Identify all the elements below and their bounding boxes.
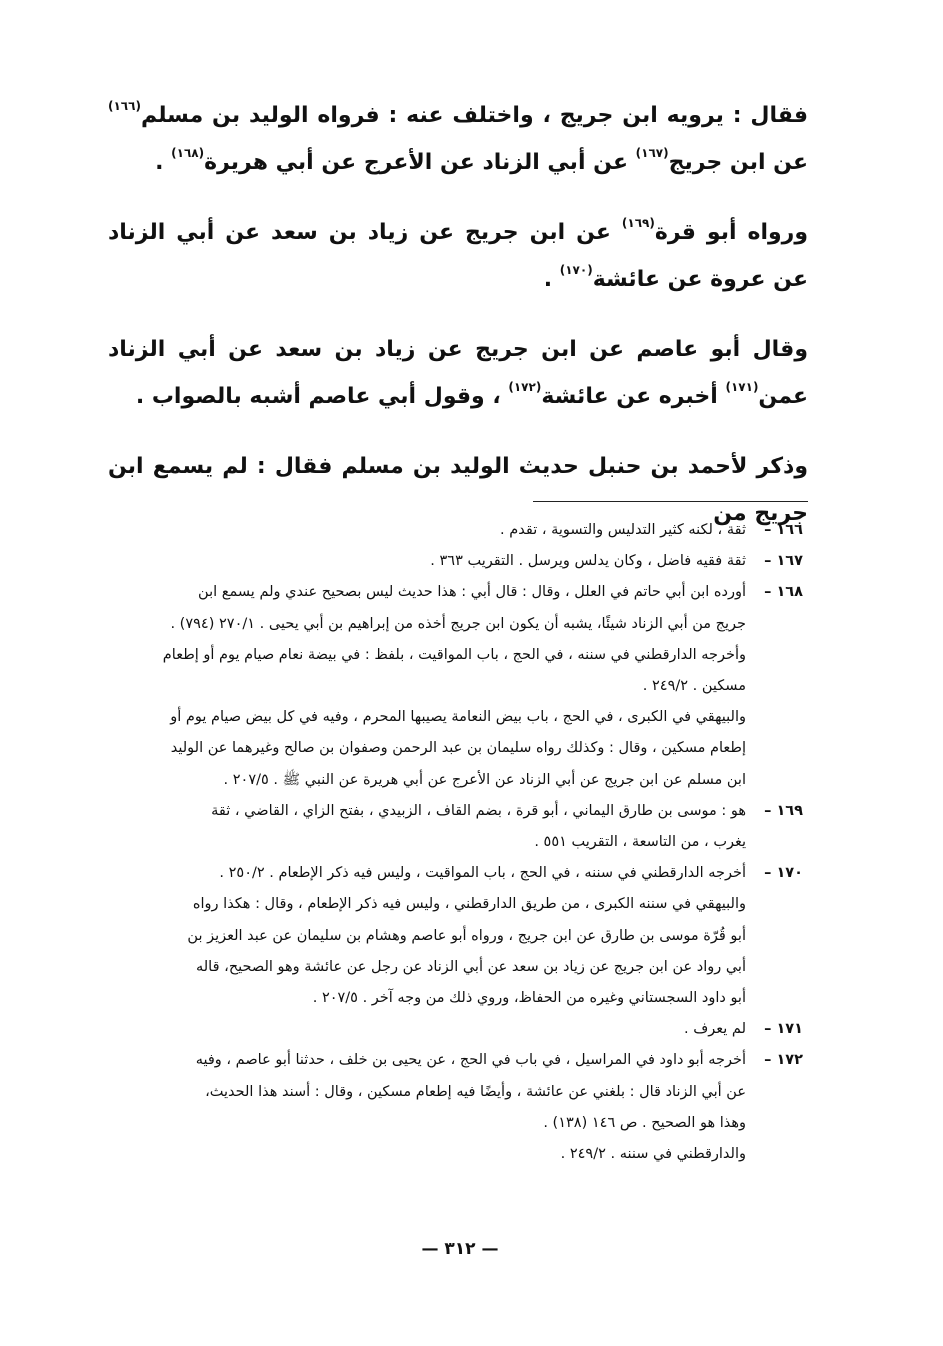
footnote-line: جريج من أبي الزناد شيئًا، يشبه أن يكون ابن جريج أخذه من إبراهيم بن أبي يحيى . ٢٧٠/١ (٧٩٤) . [170, 615, 746, 632]
footnotes [108, 515, 803, 1170]
text-run: وذكر لأحمد بن حنبل حديث الوليد بن مسلم فقال : لم يسمع ابن جريج من [108, 454, 808, 526]
text-run: . [543, 267, 560, 292]
footnote-line: ثقة فقيه فاضل ، وكان يدلس ويرسل . التقريب ٣٦٣ . [430, 553, 746, 570]
footnote-line: أورده ابن أبي حاتم في العلل ، وقال : قال أبي : هذا حديث ليس بصحيح عندي ولم يسمع ابن [198, 584, 746, 601]
footnote-line: وهذا هو الصحيح . ص ١٤٦ (١٣٨) . [543, 1114, 746, 1131]
footnote-line: أبو داود السجستاني وغيره من الحفاظ، وروي ذلك من وجه آخر . ٢٠٧/٥ . [312, 990, 746, 1007]
footnote-ref[interactable]: (١٧٢) [508, 380, 542, 394]
footnote-170 [108, 858, 803, 1014]
footnote-ref[interactable]: (١٧١) [725, 380, 759, 394]
text-run: عن ابن جريج [668, 150, 808, 175]
footnote-ref[interactable]: (١٦٨) [171, 146, 205, 160]
paragraph-3 [108, 326, 808, 420]
text-run: عن أبي الزناد عن الأعرج عن أبي هريرة [204, 150, 636, 175]
footnote-line: وأخرجه الدارقطني في سننه ، في الحج ، باب المواقيت ، بلفظ : في بيضة نعام صيام يوم أو إطعام [162, 646, 746, 663]
footnote-line: أبو قُرّة موسى بن طارق عن ابن جريج ، ورواه أبو عاصم وهشام بن سليمان عن عبد العزيز بن [187, 927, 746, 944]
footnote-number: ١٦٨ – [764, 584, 803, 601]
footnote-line: إطعام مسكين ، وقال : وكذلك رواه سليمان بن عبد الرحمن وصفوان بن صالح وغيرهما عن الوليد [170, 740, 746, 757]
footnote-line: والبيهقي في الكبرى ، في الحج ، باب بيض النعامة يصيبها المحرم ، وفيه في كل بيض صيام يوم أو [170, 709, 746, 726]
page-number: — ٣١٢ — [421, 1239, 499, 1259]
footnote-171 [108, 1014, 803, 1045]
footnote-separator [533, 501, 808, 502]
footnote-number: ١٧٢ – [764, 1052, 803, 1069]
footnote-line: والدارقطني في سننه . ٢٤٩/٢ . [560, 1146, 746, 1163]
footnote-number: ١٧١ – [764, 1021, 803, 1038]
footnote-line: لم يعرف . [684, 1021, 746, 1038]
text-run: فقال : يرويه ابن جريج ، واختلف عنه : فرواه الوليد بن مسلم [140, 103, 808, 128]
footnote-line: أخرجه أبو داود في المراسيل ، في باب في الحج ، عن يحيى بن خلف ، حدثنا أبو عاصم ، وفيه [195, 1052, 746, 1069]
footnote-ref[interactable]: (١٧٠) [559, 263, 593, 277]
footnote-number: ١٧٠ – [764, 865, 803, 882]
footnote-168 [108, 577, 803, 795]
text-run: وقال أبو عاصم عن ابن جريج عن زياد بن سعد عن أبي الزناد عمن [108, 337, 808, 409]
paragraph-1 [108, 92, 808, 186]
main-text [108, 92, 808, 560]
footnote-169 [108, 796, 803, 858]
text-run: . [155, 150, 172, 175]
footnote-number: ١٦٧ – [764, 553, 803, 570]
text-run: ، وقول أبي عاصم أشبه بالصواب . [135, 384, 509, 409]
text-run: عن ابن جريج عن زياد بن سعد عن أبي الزناد عن عروة عن عائشة [108, 220, 808, 292]
footnote-line: ابن مسلم عن ابن جريج عن أبي الزناد عن الأعرج عن أبي هريرة عن النبي ﷺ . ٢٠٧/٥ . [223, 771, 746, 788]
footnote-166 [108, 515, 803, 546]
footnote-line: مسكين . ٢٤٩/٢ . [642, 678, 746, 695]
footnote-ref[interactable]: (١٦٩) [621, 216, 655, 230]
footnote-line: ثقة ، لكنه كثير التدليس والتسوية ، تقدم . [500, 522, 746, 538]
paragraph-2 [108, 209, 808, 303]
footnote-ref[interactable]: (١٦٧) [635, 146, 669, 160]
footnote-line: هو : موسى بن طارق اليماني ، أبو قرة ، بضم القاف ، الزبيدي ، بفتح الزاي ، القاضي ، ثقة [211, 802, 746, 819]
footnote-line: يغرب ، من التاسعة ، التقريب ٥٥١ . [534, 834, 746, 851]
footnote-line: والبيهقي في سننه الكبرى ، من طريق الدارقطني ، وليس فيه ذكر الإطعام ، وقال : هكذا رواه [192, 896, 746, 913]
text-run: أخبره عن عائشة [541, 384, 726, 409]
footnote-line: أبي رواد عن ابن جريج عن زياد بن سعد عن أبي الزناد عن رجل عن عائشة وهو الصحيح، قاله [195, 958, 746, 975]
footnote-167 [108, 546, 803, 577]
footnote-line: أخرجه الدارقطني في سننه ، في الحج ، باب المواقيت ، وليس فيه ذكر الإطعام . ٢٥٠/٢ . [219, 865, 746, 882]
footnote-number: ١٦٩ – [764, 802, 803, 819]
text-run: ورواه أبو قرة [654, 220, 808, 245]
footnote-line: عن أبي الزناد قال : بلغني عن عائشة ، وأيضًا فيه إطعام مسكين ، وقال : أسند هذا الحديث، [205, 1083, 746, 1100]
footnote-172 [108, 1045, 803, 1170]
footnote-ref[interactable]: (١٦٦) [108, 99, 141, 113]
footnote-number: ١٦٦ – [764, 522, 803, 538]
